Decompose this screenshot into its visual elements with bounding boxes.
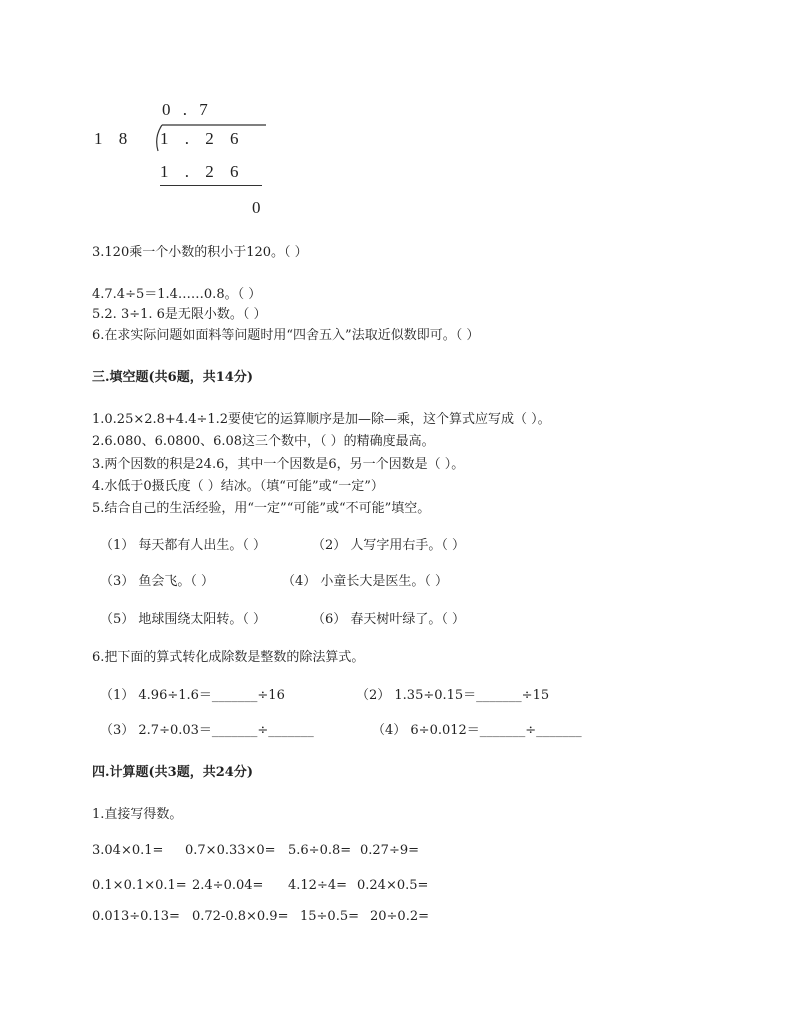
calc-item: 2.4÷0.04= xyxy=(192,878,264,893)
judge-q3: 3.120乘一个小数的积小于120。（ ） xyxy=(92,245,308,260)
fill-q5: 5.结合自己的生活经验，用“一定”“可能”或“不可能”填空。 xyxy=(92,501,431,516)
fill-q1: 1.0.25×2.8+4.4÷1.2要使它的运算顺序是加—除—乘，这个算式应写成（ ）。 xyxy=(92,412,551,427)
fill-q6-item: （2） 1.35÷0.15＝_______÷15 xyxy=(356,688,550,703)
fill-q6-item: （1） 4.96÷1.6＝_______÷16 xyxy=(100,688,285,703)
subtraction-line xyxy=(160,185,262,186)
fill-q6-item: （3） 2.7÷0.03＝_______÷_______ xyxy=(100,723,314,738)
calc-q1: 1.直接写得数。 xyxy=(92,807,183,822)
calc-item: 0.24×0.5= xyxy=(357,878,429,893)
fill-q6: 6.把下面的算式转化成除数是整数的除法算式。 xyxy=(92,650,365,665)
calc-item: 20÷0.2= xyxy=(370,909,430,924)
calc-item: 5.6÷0.8= xyxy=(288,843,352,858)
divisor: 1 8 xyxy=(94,129,134,148)
fill-q5-item: （5） 地球围绕太阳转。（ ） xyxy=(100,612,267,627)
remainder: 0 xyxy=(252,198,261,217)
section4-heading: 四.计算题(共3题，共24分) xyxy=(92,765,253,780)
judge-q5: 5.2. 3÷1. 6是无限小数。（ ） xyxy=(92,307,267,322)
fill-q5-item: （3） 鱼会飞。（ ） xyxy=(100,574,215,589)
calc-item: 0.7×0.33×0= xyxy=(185,843,276,858)
calc-item: 0.27÷9= xyxy=(360,843,420,858)
fill-q5-item: （6） 春天树叶绿了。（ ） xyxy=(312,612,466,627)
fill-q5-item: （2） 人写字用右手。（ ） xyxy=(312,538,466,553)
fill-q4: 4.水低于0摄氏度（ ）结冰。（填“可能”或“一定”） xyxy=(92,479,384,494)
fill-q6-item: （4） 6÷0.012＝_______÷_______ xyxy=(372,723,582,738)
calc-item: 15÷0.5= xyxy=(300,909,360,924)
calc-item: 3.04×0.1= xyxy=(92,843,164,858)
quotient: 0 . 7 xyxy=(162,100,212,119)
judge-q6: 6.在求实际问题如面料等问题时用“四舍五入”法取近似数即可。（ ） xyxy=(92,328,480,343)
judge-q4: 4.7.4÷5＝1.4……0.8。（ ） xyxy=(92,287,262,302)
product: 1 . 2 6 xyxy=(160,162,245,181)
fill-q5-item: （1） 每天都有人出生。（ ） xyxy=(100,538,267,553)
fill-q5-item: （4） 小童长大是医生。（ ） xyxy=(282,574,449,589)
section3-heading: 三.填空题(共6题，共14分) xyxy=(92,370,253,385)
calc-item: 0.1×0.1×0.1= xyxy=(92,878,187,893)
dividend: 1 . 2 6 xyxy=(160,129,245,148)
fill-q3: 3.两个因数的积是24.6，其中一个因数是6，另一个因数是（ ）。 xyxy=(92,457,465,472)
fill-q2: 2.6.080、6.0800、6.08这三个数中，（ ）的精确度最高。 xyxy=(92,434,435,449)
calc-item: 0.72-0.8×0.9= xyxy=(192,909,289,924)
calc-item: 0.013÷0.13= xyxy=(92,909,180,924)
calc-item: 4.12÷4= xyxy=(288,878,348,893)
